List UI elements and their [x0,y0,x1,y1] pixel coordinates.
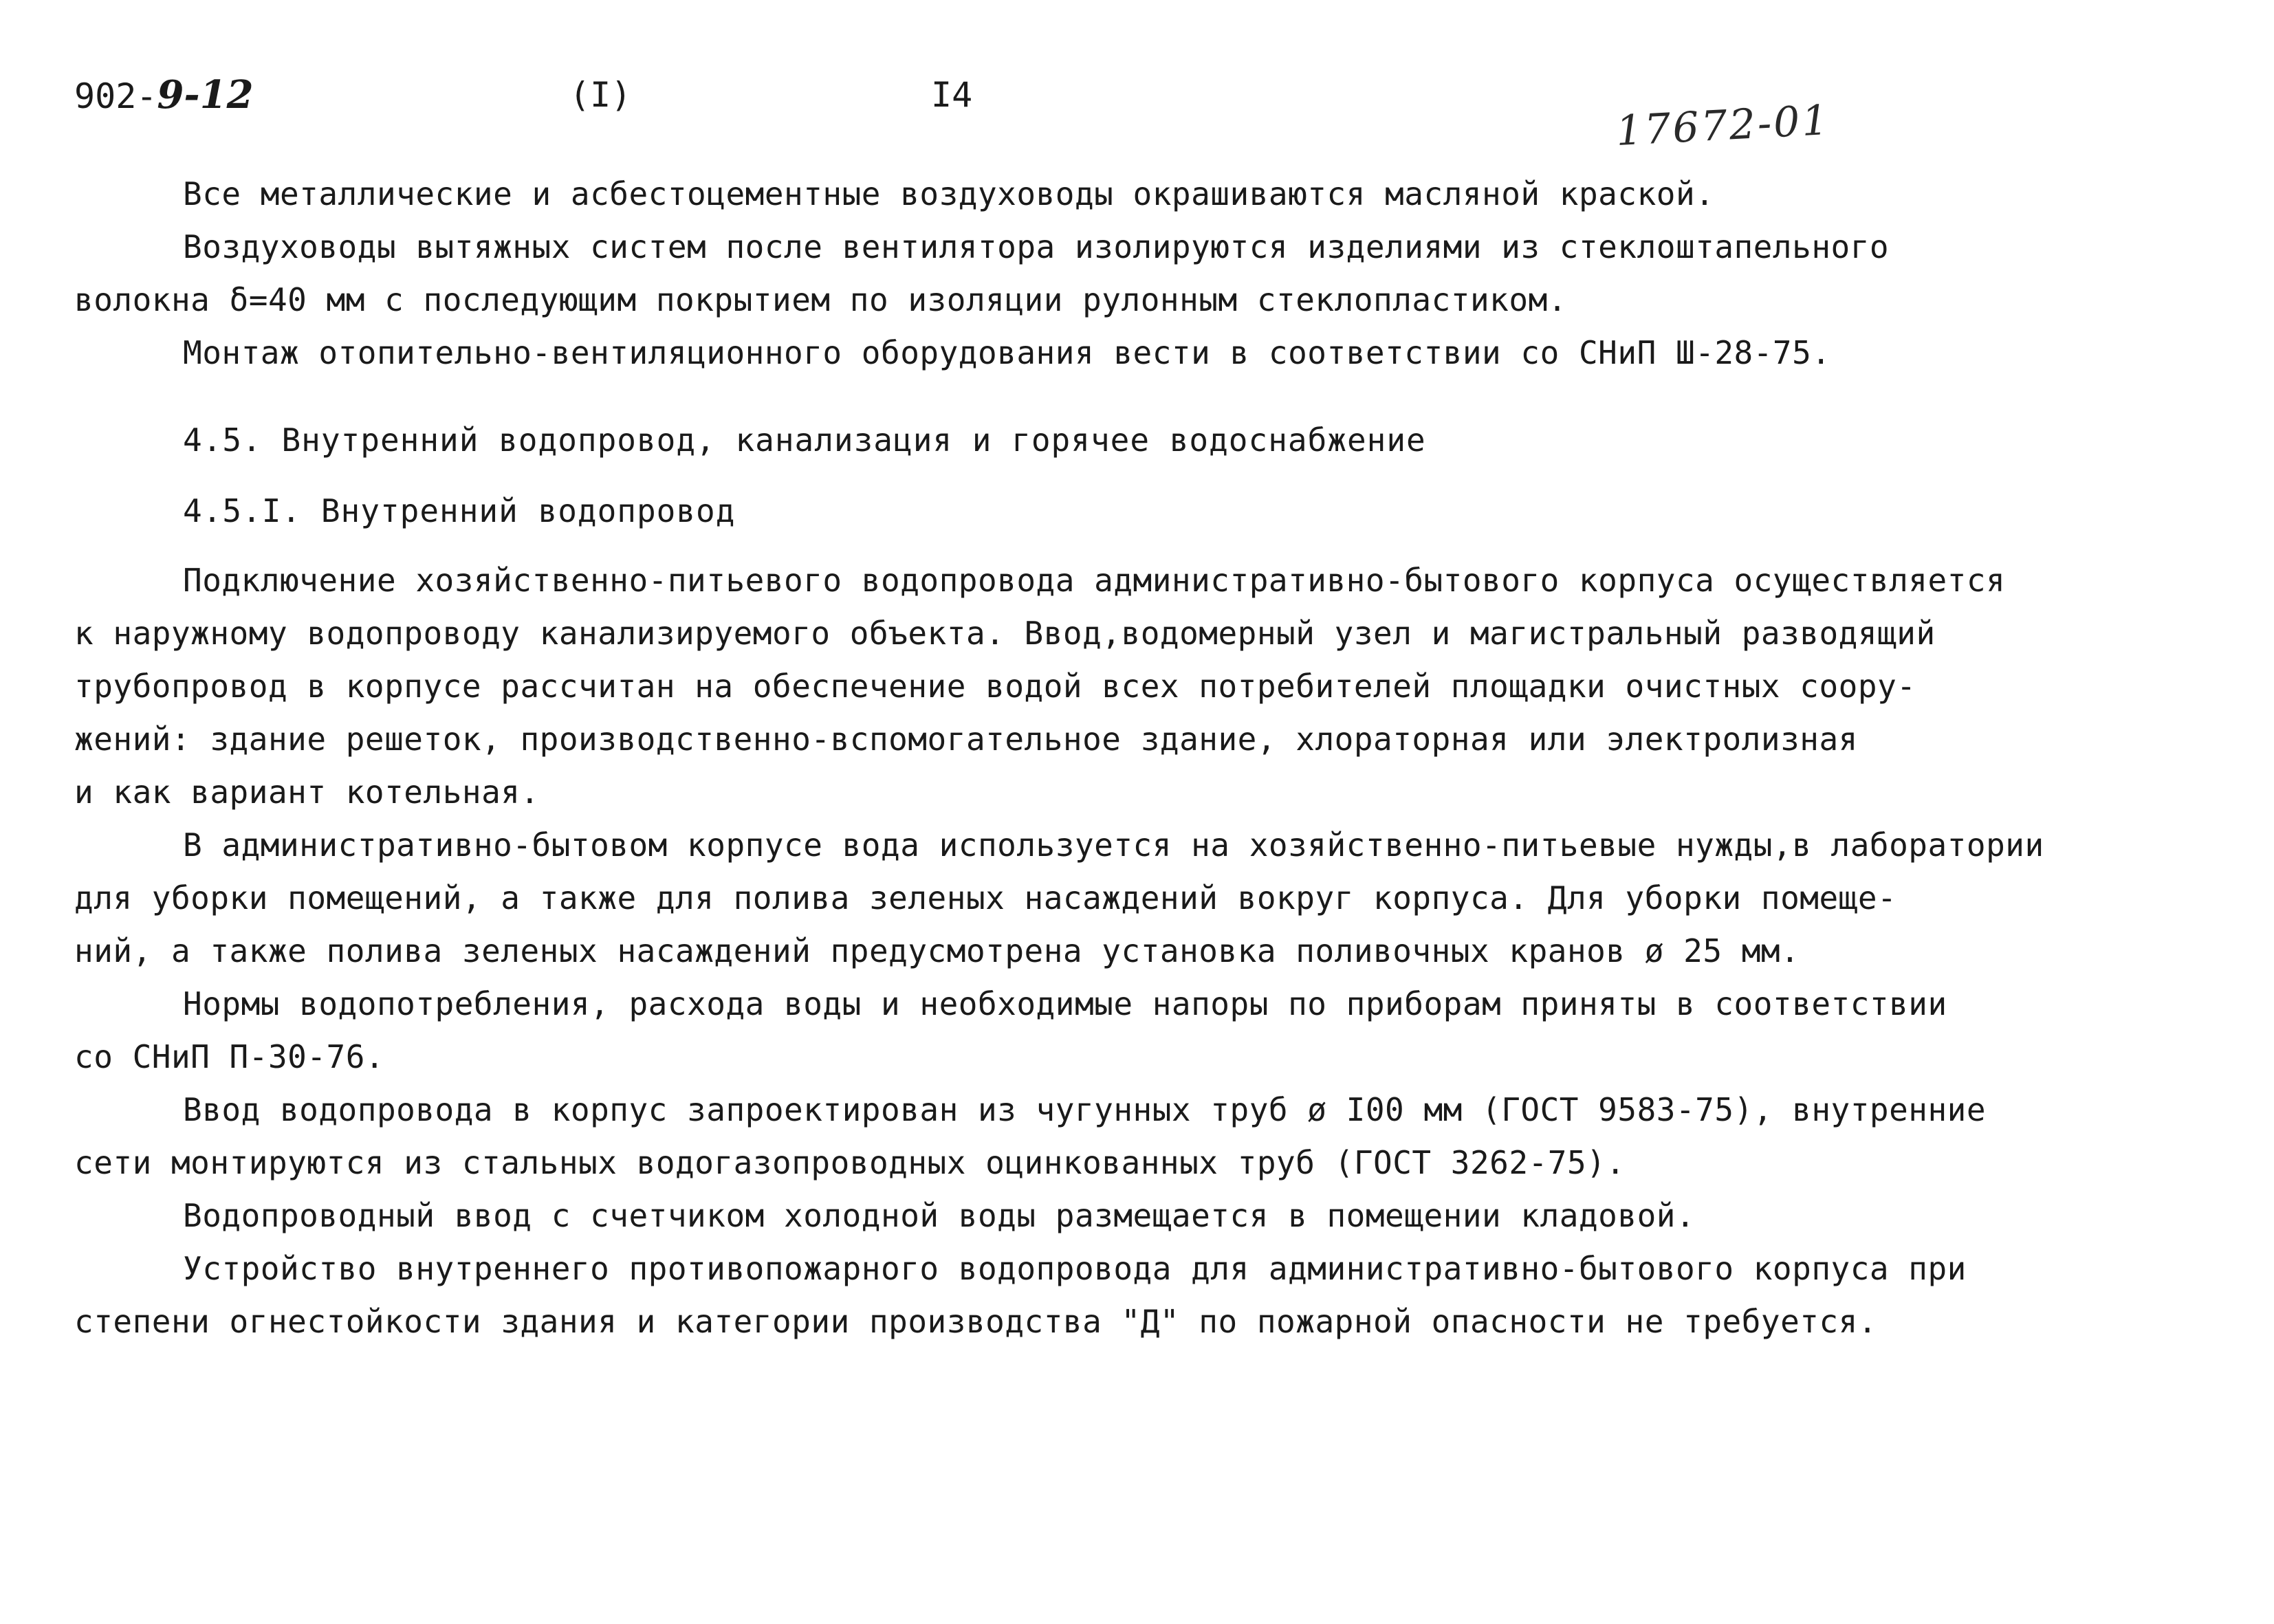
paragraph-line: Ввод водопровода в корпус запроектирован из чугунных труб ø I00 мм (ГОСТ 9583-75), внутренние [183,1091,1987,1128]
paragraph-line: Устройство внутреннего противопожарного водопровода для административно-бытового корпуса при [183,1250,1967,1287]
paragraph-line: и как вариант котельная. [74,773,540,811]
document-code-handwritten: 9-12 [157,72,254,118]
paragraph-line: для уборки помещений, а также для полива зеленых насаждений вокруг корпуса. Для уборки помеще- [74,879,1897,917]
paragraph-line: степени огнестойкости здания и категории производства "Д" по пожарной опасности не требуется. [74,1303,1878,1340]
paragraph-line: ний, а также полива зеленых насаждений предусмотрена установка поливочных кранов ø 25 мм. [74,932,1800,969]
paragraph-line: Воздуховоды вытяжных систем после вентилятора изолируются изделиями из стеклоштапельного [183,228,1890,265]
paragraph-line: Нормы водопотребления, расхода воды и необходимые напоры по приборам приняты в соответствии [183,985,1947,1022]
paragraph-line: со СНиП П-30-76. [74,1038,385,1075]
page-number: I4 [931,75,973,115]
paragraph-line: жений: здание решеток, производственно-вспомогательное здание, хлораторная или электролизная [74,721,1858,758]
paragraph-line: к наружному водопроводу канализируемого объекта. Ввод,водомерный узел и магистральный разводящий [74,615,1936,652]
section-heading: 4.5. Внутренний водопровод, канализация и горячее водоснабжение [183,421,1426,459]
paragraph-line: волокна δ=40 мм с последующим покрытием по изоляции рулонным стеклопластиком. [74,281,1567,318]
paragraph-line: трубопровод в корпусе рассчитан на обеспечение водой всех потребителей площадки очистных соору- [74,668,1916,705]
section-number: (I) [569,75,632,115]
paragraph-line: Монтаж отопительно-вентиляционного оборудования вести в соответствии со СНиП Ш-28-75. [183,334,1831,371]
paragraph-line: Водопроводный ввод с счетчиком холодной воды размещается в помещении кладовой. [183,1197,1696,1234]
subsection-heading: 4.5.I. Внутренний водопровод [183,492,736,529]
document-code-prefix: 902- [74,76,157,116]
paragraph-line: В административно-бытовом корпусе вода используется на хозяйственно-питьевые нужды,в лаборатории [183,826,2044,864]
paragraph-line: Подключение хозяйственно-питьевого водопровода административно-бытового корпуса осуществляется [183,562,2006,599]
handwritten-inventory-number: 17672-01 [1615,96,1832,156]
paragraph-line: Все металлические и асбестоцементные воздуховоды окрашиваются масляной краской. [183,175,1715,212]
document-code [74,74,254,117]
paragraph-line: сети монтируются из стальных водогазопроводных оцинкованных труб (ГОСТ 3262-75). [74,1144,1626,1181]
